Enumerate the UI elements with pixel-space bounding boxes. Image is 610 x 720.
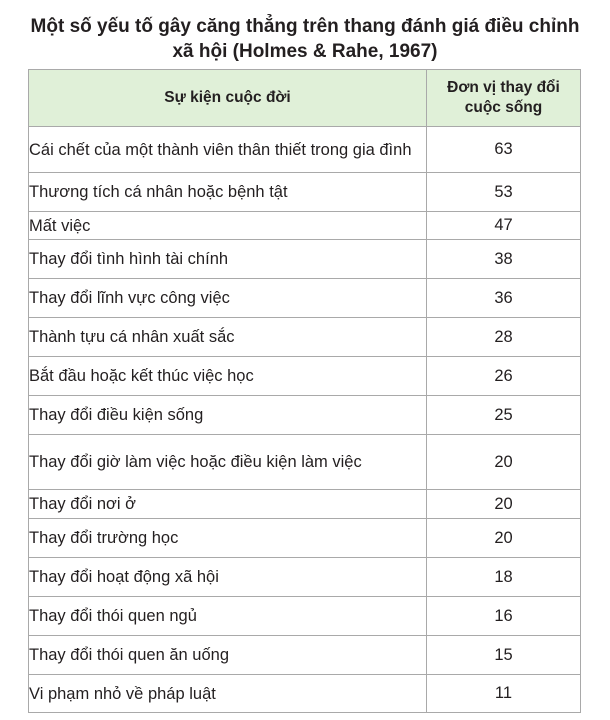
table-header-row (29, 70, 581, 127)
life-change-units-cell: 15 (427, 636, 581, 675)
life-event-cell: Thay đổi thói quen ăn uống (29, 636, 427, 675)
table-row (29, 357, 581, 396)
life-change-units-cell: 28 (427, 318, 581, 357)
life-change-units-cell: 36 (427, 279, 581, 318)
life-event-cell: Thành tựu cá nhân xuất sắc (29, 318, 427, 357)
table-title: Một số yếu tố gây căng thẳng trên thang đánh giá điều chỉnh xã hội (Holmes & Rahe, 1967) (30, 16, 580, 62)
life-event-cell: Thay đổi giờ làm việc hoặc điều kiện làm việc (29, 435, 427, 490)
life-event-cell: Bắt đầu hoặc kết thúc việc học (29, 357, 427, 396)
life-event-cell: Thay đổi lĩnh vực công việc (29, 279, 427, 318)
life-event-cell: Thay đổi hoạt động xã hội (29, 558, 427, 597)
life-change-units-cell: 63 (427, 127, 581, 173)
life-event-cell: Cái chết của một thành viên thân thiết trong gia đình (29, 127, 427, 173)
table-row (29, 279, 581, 318)
life-change-units-cell: 11 (427, 675, 581, 713)
life-change-units-cell: 47 (427, 212, 581, 240)
life-change-units-cell: 38 (427, 240, 581, 279)
life-event-cell: Vi phạm nhỏ về pháp luật (29, 675, 427, 713)
life-change-units-cell: 53 (427, 173, 581, 212)
table-row (29, 435, 581, 490)
life-event-cell: Thay đổi tình hình tài chính (29, 240, 427, 279)
table-row (29, 597, 581, 636)
table-row (29, 127, 581, 173)
table-row (29, 173, 581, 212)
life-change-units-cell: 16 (427, 597, 581, 636)
column-header-life-change-units: Đơn vị thay đổi cuộc sống (427, 70, 581, 127)
life-event-cell: Thay đổi nơi ở (29, 490, 427, 519)
table-row (29, 519, 581, 558)
life-change-units-cell: 20 (427, 519, 581, 558)
table-row (29, 212, 581, 240)
table-row (29, 675, 581, 713)
life-change-units-cell: 25 (427, 396, 581, 435)
table-row (29, 490, 581, 519)
life-event-cell: Thay đổi thói quen ngủ (29, 597, 427, 636)
life-change-units-cell: 20 (427, 435, 581, 490)
table-row (29, 240, 581, 279)
column-header-life-event: Sự kiện cuộc đời (29, 70, 427, 127)
life-event-cell: Thay đổi điều kiện sống (29, 396, 427, 435)
life-event-cell: Thay đổi trường học (29, 519, 427, 558)
life-change-units-cell: 26 (427, 357, 581, 396)
stressors-table (28, 69, 581, 713)
life-event-cell: Thương tích cá nhân hoặc bệnh tật (29, 173, 427, 212)
table-row (29, 558, 581, 597)
table-row (29, 396, 581, 435)
life-change-units-cell: 20 (427, 490, 581, 519)
life-change-units-cell: 18 (427, 558, 581, 597)
table-row (29, 318, 581, 357)
life-event-cell: Mất việc (29, 212, 427, 240)
table-row (29, 636, 581, 675)
